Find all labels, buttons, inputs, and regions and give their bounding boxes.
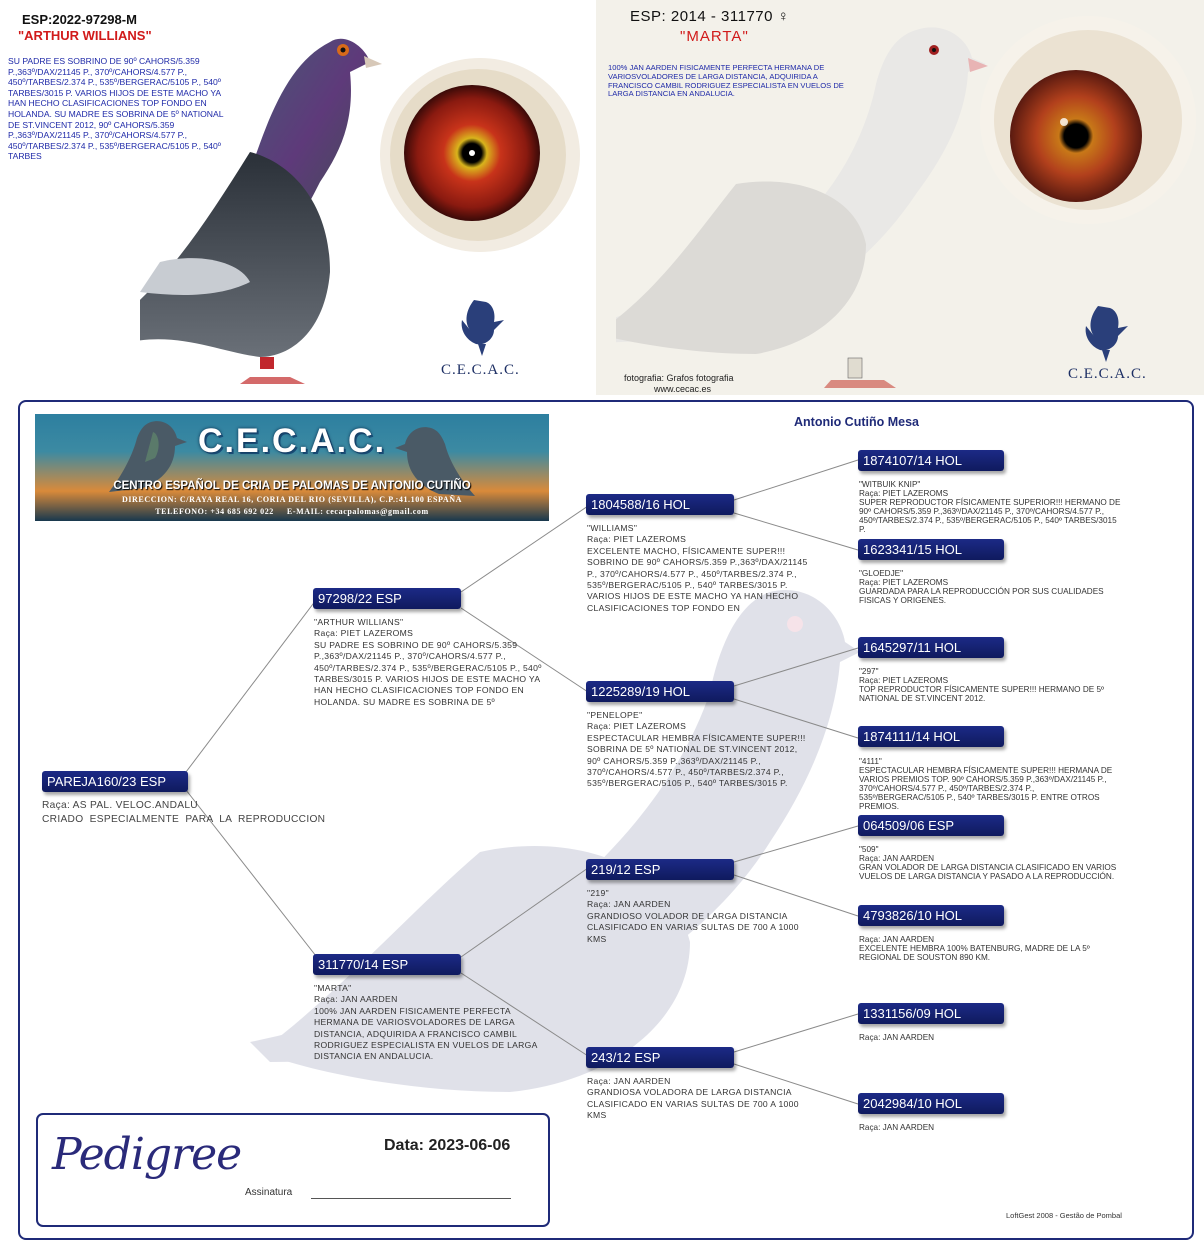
gen2-breed-4: Raça: JAN AARDEN: [587, 1076, 671, 1086]
female-name: "MARTA": [680, 28, 749, 45]
gen3-info-4: [859, 757, 1121, 812]
photo-panel-female: [596, 0, 1204, 395]
male-name: "ARTHUR WILLIANS": [18, 28, 152, 43]
gen3-info-6: [859, 935, 1121, 962]
female-pigeon-photo: [616, 14, 996, 390]
gen3-breed-3: Raça: PIET LAZEROMS: [859, 676, 949, 686]
gen2-info-1: [587, 523, 809, 614]
footer-box: [36, 1113, 550, 1227]
female-description: 100% JAN AARDEN FISICAMENTE PERFECTA HERMANA DE VARIOSVOLADORES DE LARGA DISTANCIA, ADQUIRIDA A FRANCISCO CAMBIL RODRIGUEZ ESPECIALISTA EN VUELOS DE LARGA DISTANCIA EN ANDALUCIA.: [608, 63, 844, 99]
gen3-node-8[interactable]: 2042984/10 HOL: [858, 1093, 1004, 1114]
gen2-info-2: [587, 710, 809, 790]
signature-label: Assinatura: [245, 1187, 293, 1198]
sire-name: "ARTHUR WILLIANS": [314, 617, 404, 627]
male-eye-photo: [380, 55, 585, 255]
subject-info: [42, 799, 325, 827]
gen2-info-4: [587, 1076, 817, 1122]
gen3-name-2: "GLOEDJE": [859, 569, 904, 578]
subject-ring-node[interactable]: PAREJA160/23 ESP: [42, 771, 188, 792]
dam-notes: 100% JAN AARDEN FISICAMENTE PERFECTA HERMANA DE VARIOSVOLADORES DE LARGA DISTANCIA, ADQUIRIDA A FRANCISCO CAMBIL RODRIGUEZ ESPECIALISTA EN VUELOS DE LARGA DISTANCIA EN ANDALUCIA.: [314, 1005, 538, 1062]
gen2-breed-2: Raça: PIET LAZEROMS: [587, 721, 687, 732]
gen3-info-5: [859, 845, 1121, 881]
gen3-breed-1: Raça: PIET LAZEROMS: [859, 489, 949, 499]
male-pigeon-photo: [140, 12, 390, 390]
banner-title: C.E.C.A.C.: [197, 422, 387, 460]
gen3-info-2: [859, 569, 1121, 605]
male-ring-number: ESP:2022-97298-M: [22, 12, 137, 27]
gen3-breed-2: Raça: PIET LAZEROMS: [859, 578, 949, 588]
gen2-node-1[interactable]: 1804588/16 HOL: [586, 494, 734, 515]
gen2-node-3[interactable]: 219/12 ESP: [586, 859, 734, 880]
subject-breed: Raça: AS PAL. VELOC.ANDALU: [42, 800, 198, 811]
female-eye-photo: [976, 14, 1196, 228]
gen2-notes-4: GRANDIOSA VOLADORA DE LARGA DISTANCIA CLASIFICADO EN VARIAS SULTAS DE 700 A 1000 KMS: [587, 1087, 799, 1121]
gen3-node-3[interactable]: 1645297/11 HOL: [858, 637, 1004, 658]
gen2-notes-2: ESPECTACULAR HEMBRA FÍSICAMENTE SUPER!!! SOBRINA DE 5º NATIONAL DE ST.VINCENT 2012, 90º CAHORS/5.359 P.,363º/DAX/21145 P., 370º/CAHORS/4.577 P., 450º/TARBES/2.374 P., 535º/BERGERAC/5105 P., 540º TARBES/3015 P.: [587, 732, 806, 789]
gen3-name-1: "WITBUIK KNIP": [859, 480, 921, 489]
gen2-node-4[interactable]: 243/12 ESP: [586, 1047, 734, 1068]
cecac-logo-icon-2: [1080, 302, 1136, 364]
gen3-node-2[interactable]: 1623341/15 HOL: [858, 539, 1004, 560]
gen2-info-3: [587, 888, 817, 945]
sire-ring-node[interactable]: 97298/22 ESP: [313, 588, 461, 609]
gen3-node-6[interactable]: 4793826/10 HOL: [858, 905, 1004, 926]
gen2-notes-3: GRANDIOSO VOLADOR DE LARGA DISTANCIA CLASIFICADO EN VARIAS SULTAS DE 700 A 1000 KMS: [587, 910, 799, 944]
banner-contact: TELEFONO: +34 685 692 022 E-MAIL: cecacpalomas@gmail.com: [155, 507, 429, 516]
gen3-notes-1: SUPER REPRODUCTOR FÍSICAMENTE SUPERIOR!!! HERMANO DE 90º CAHORS/5.359 P.,363º/DAX/21145 P., 370º/CAHORS/4.577 P., 450º/TARBES/2.374 P., 535º/BERGERAC/5105 P., 540º TARBES/3015 P.: [859, 498, 1121, 535]
owner-name: Antonio Cutiño Mesa: [794, 415, 919, 429]
gen3-info-7: [859, 1033, 1121, 1042]
signature-line[interactable]: [311, 1198, 511, 1199]
gen3-notes-5: GRAN VOLADOR DE LARGA DISTANCIA CLASIFICADO EN VARIOS VUELOS DE LARGA DISTANCIA Y PASADO A LA REPRODUCCIÓN.: [859, 863, 1117, 882]
gen3-name-4: "4111": [859, 757, 882, 766]
pedigree-logo: Pedigree: [52, 1129, 242, 1180]
brand-label-2: C.E.C.A.C.: [1068, 366, 1147, 382]
sire-info: [314, 617, 542, 708]
gen2-notes-1: EXCELENTE MACHO, FÍSICAMENTE SUPER!!! SOBRINO DE 90º CAHORS/5.359 P.,363º/DAX/21145 P., 370º/CAHORS/4.577 P., 450º/TARBES/2.374 P., 535º/BERGERAC/5105 P., 540º TARBES/3015 P. VARIOS HIJOS DE ESTE MACHO YA HAN HECHO CLASIFICACIONES TOP FONDO EN: [587, 545, 808, 613]
dam-ring-node[interactable]: 311770/14 ESP: [313, 954, 461, 975]
sire-breed: Raça: PIET LAZEROMS: [314, 628, 414, 639]
sire-notes: SU PADRE ES SOBRINO DE 90º CAHORS/5.359 P.,363º/DAX/21145 P., 370º/CAHORS/4.577 P., 450º/TARBES/2.374 P., 535º/BERGERAC/5105 P., 540º TARBES/3015 P. VARIOS HIJOS DE ESTE MACHO YA HAN HECHO CLASIFICACIONES TOP FONDO EN HOLANDA. SU MADRE ES SOBRINA DE 5º: [314, 639, 542, 707]
male-description: SU PADRE ES SOBRINO DE 90º CAHORS/5.359 P.,363º/DAX/21145 P., 370º/CAHORS/4.577 P., 450º/TARBES/2.374 P., 535º/BERGERAC/5105 P., 540º TARBES/3015 P. VARIOS HIJOS DE ESTE MACHO YA HAN HECHO CLASIFICACIONES TOP FONDO EN HOLANDA. SU MADRE ES SOBRINA DE 5º NATIONAL DE ST.VINCENT 2012, 90º CAHORS/5.359 P.,363º/DAX/21145 P., 370º/CAHORS/4.577 P., 450º/TARBES/2.374 P., 535º/BERGERAC/5105 P., 540º TARBES: [8, 56, 224, 162]
subject-note: CRIADO ESPECIALMENTE PARA LA REPRODUCCION: [42, 814, 326, 825]
gen2-breed-1: Raça: PIET LAZEROMS: [587, 534, 687, 545]
gen3-notes-4: ESPECTACULAR HEMBRA FÍSICAMENTE SUPER!!! HERMANA DE VARIOS PREMIOS TOP. 90º CAHORS/5.359 P.,363º/DAX/21145 P., 370º/CAHORS/4.577 P., 450º/TARBES/2.374 P., 535º/BERGERAC/5105 P., 540º TARBES/3015 P. ENTRE OTROS PREMIOS.: [859, 766, 1113, 812]
gen3-info-3: [859, 667, 1121, 703]
gen2-name-1: "WILLIAMS": [587, 523, 638, 533]
gen3-breed-5: Raça: JAN AARDEN: [859, 854, 935, 864]
gen2-breed-3: Raça: JAN AARDEN: [587, 899, 671, 910]
software-credit: LoftGest 2008 - Gestão de Pombal: [1006, 1211, 1122, 1220]
gen3-notes-3: TOP REPRODUCTOR FÍSICAMENTE SUPER!!! HERMANO DE 5º NATIONAL DE ST.VINCENT 2012.: [859, 685, 1105, 704]
brand-label: C.E.C.A.C.: [441, 362, 520, 378]
gen2-node-2[interactable]: 1225289/19 HOL: [586, 681, 734, 702]
pedigree-sheet: [18, 400, 1194, 1240]
banner-address: DIRECCION: C/RAYA REAL 16, CORIA DEL RIO (SEVILLA), C.P.:41.100 ESPAÑA: [121, 495, 463, 504]
photo-credit: fotografia: Grafos fotografia: [624, 373, 734, 383]
gen3-breed-7: Raça: JAN AARDEN: [859, 1033, 935, 1042]
gen3-info-8: [859, 1123, 1121, 1132]
gen3-breed-6: Raça: JAN AARDEN: [859, 935, 935, 944]
photo-panel-male: [0, 0, 596, 395]
gen3-notes-6: EXCELENTE HEMBRA 100% BATENBURG, MADRE DE LA 5º REGIONAL DE SOUSTON 890 KM.: [859, 944, 1090, 963]
gen3-breed-8: Raça: JAN AARDEN: [859, 1123, 935, 1132]
dam-name: "MARTA": [314, 983, 352, 993]
gen3-node-5[interactable]: 064509/06 ESP: [858, 815, 1004, 836]
gen3-node-1[interactable]: 1874107/14 HOL: [858, 450, 1004, 471]
gen3-info-1: [859, 480, 1121, 535]
dam-breed: Raça: JAN AARDEN: [314, 994, 398, 1005]
gen3-name-5: "509": [859, 845, 879, 854]
gen3-name-3: "297": [859, 667, 879, 676]
gen2-name-2: "PENELOPE": [587, 710, 643, 720]
gen3-notes-2: GUARDADA PARA LA REPRODUCCIÓN POR SUS CUALIDADES FISICAS Y ORIGENES.: [859, 587, 1104, 606]
cecac-logo-icon: [456, 296, 512, 358]
gen3-node-7[interactable]: 1331156/09 HOL: [858, 1003, 1004, 1024]
gen2-name-3: "219": [587, 888, 609, 898]
dam-info: [314, 983, 542, 1063]
banner-subtitle: CENTRO ESPAÑOL DE CRIA DE PALOMAS DE ANTONIO CUTIÑO: [113, 480, 471, 492]
gen3-node-4[interactable]: 1874111/14 HOL: [858, 726, 1004, 747]
female-ring-number: ESP: 2014 - 311770 ♀: [630, 8, 790, 25]
print-date: Data: 2023-06-06: [384, 1137, 511, 1154]
photo-website: www.cecac.es: [654, 384, 712, 394]
